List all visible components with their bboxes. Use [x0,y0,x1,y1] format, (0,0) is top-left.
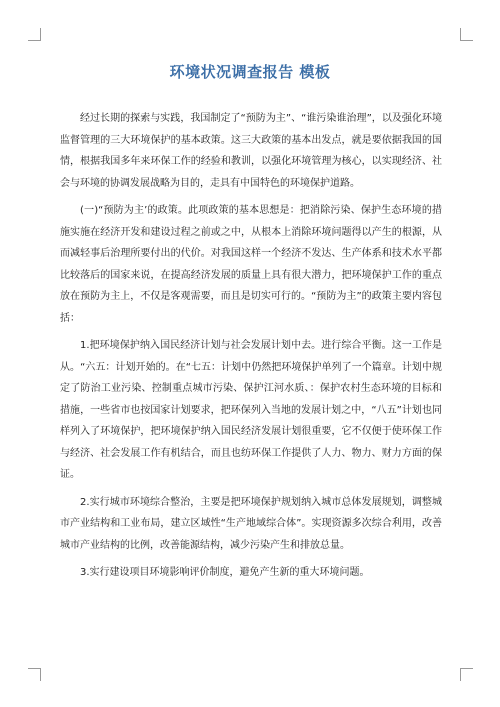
paragraph-item-3: 3.实行建设项目环境影响评价制度，避免产生新的重大环境问题。 [80,567,370,578]
paragraph-intro: 经过长期的探索与实践，我国制定了“预防为主”、“谁污染谁治理”，以及强化环境监督管理的三大环境保护的基本政策。这三大政策的基本出发点，就是要依据我国的国情，根据我国多年来环保工作的经验和教训，以强化环境管理为核心，以实现经济、社会与环境的协调发展战略为目的，走具有中国特色的环境保护道路。 [60,113,442,189]
crop-mark-top-left [28,28,41,41]
paragraph-prevention-policy: (一)“预防为主’的政策。此项政策的基本思想是：把消除污染、保护生态环境的措施实施在经济开发和建设过程之前或之中，从根本上消除环境问题得以产生的根源，从而减轻事后治理所要付出的代价。对我国这样一个经济不发达、生产体系和技术水平都比较落后的国家来说，在提高经济发展的质量上具有很大潜力，把环境保护工作的重点放在预防为主上，不仅是客观需要，而且是切实可行的。“预防为主”的政策主要内容包括： [60,205,442,324]
document-body [60,108,442,590]
crop-mark-bottom-left [28,668,41,681]
crop-mark-top-right [460,28,473,41]
paragraph-item-1: 1.把环境保护纳入国民经济计划与社会发展计划中去。进行综合平衡。这一工作是从。“六五：计划开始的。在“七五：计划中仍然把环境保护单列了一个篇章。计划中规定了防治工业污染、控制重点城市污染、保护江河水质、：保护农村生态环境的目标和措施，一些省市也按国家计划要求，把环保列入当地的发展计划之中，“八五”计划也同样列入了环境保护，把环境保护纳入国民经济发展计划很重要，它不仅便于使环保工作与经济、社会发展工作有机结合，而且也纺环保工作提供了人力、物力、财力方面的保证。 [60,340,442,480]
crop-mark-bottom-right [460,668,473,681]
paragraph-item-2: 2.实行城市环境综合整治，主要是把环境保护规划纳入城市总体发展规划，调整城市产业结构和工业布局，建立区域性“生产地域综合体”。实现资源多次综合利用，改善城市产业结构的比例，改善能源结构，减少污染产生和排放总量。 [60,496,442,551]
document-title: 环境状况调查报告 模板 [169,63,331,81]
